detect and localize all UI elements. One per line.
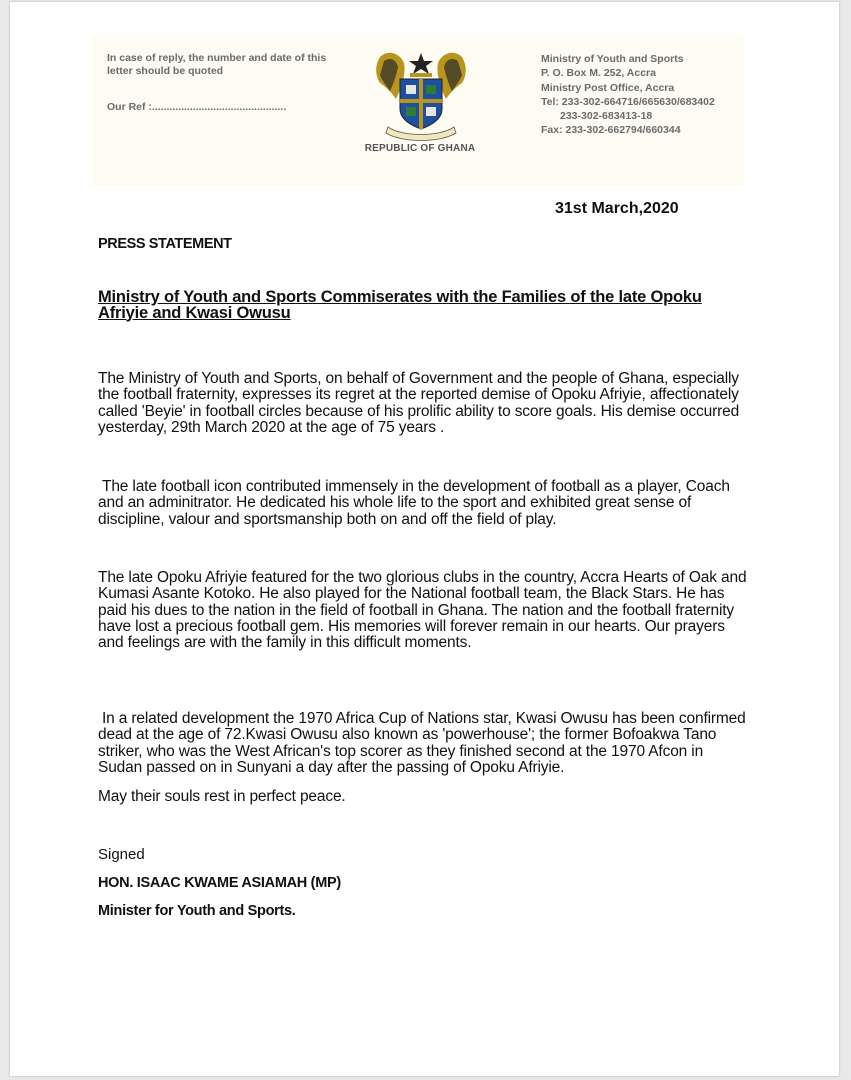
address-line: P. O. Box M. 252, Accra [541, 67, 656, 80]
address-line: Fax: 233-302-662794/660344 [541, 124, 681, 137]
our-ref-line: Our Ref :.............................................. [107, 101, 287, 113]
letter-date: 31st March,2020 [555, 200, 679, 217]
body-paragraph: The late football icon contributed immensely in the development of football as a player, Coach and an adminitrator. He dedicated his whole life to the sport and exhibited great sense of discipline, valour and sportsmanship both on and off the field of play. [98, 478, 730, 528]
address-line: 233-302-683413-18 [560, 110, 653, 123]
body-paragraph: The Ministry of Youth and Sports, on behalf of Government and the people of Ghana, especially the football fraternity, expresses its regret at the reported demise of Opoku Afriyie, affectionately called 'Beyie' in football circles because of his prolific ability to score goals. His demise occurred yesterday, 29th March 2020 at the age of 75 years . [98, 370, 740, 436]
ghana-coat-of-arms-icon [366, 47, 476, 143]
body-paragraph: In a related development the 1970 Africa Cup of Nations star, Kwasi Owusu has been confirmed dead at the age of 72.Kwasi Owusu also known as 'powerhouse'; the former Bofoakwa Tano striker, who was the West African's top scorer as they finished second at the 1970 Afcon in Sudan passed on in Sunyani a day after the passing of Opoku Afriyie. [98, 710, 746, 776]
closing-line: May their souls rest in perfect peace. [98, 788, 346, 805]
ministry-address [541, 52, 761, 138]
statement-headline: Ministry of Youth and Sports Commiserates with the Families of the late Opoku Afriyie and Kwasi Owusu [98, 288, 702, 322]
address-line: Tel: 233-302-664716/665630/683402 [541, 95, 715, 108]
signatory-title: Minister for Youth and Sports. [98, 903, 296, 919]
address-line: Ministry of Youth and Sports [541, 53, 684, 65]
signed-label: Signed [98, 846, 145, 863]
body-paragraph: The late Opoku Afriyie featured for the two glorious clubs in the country, Accra Hearts of Oak and Kumasi Asante Kotoko. He also played for the National football team, the Black Stars. He has paid his dues to the nation in the field of football in Ghana. The nation and the football fraternity have lost a precious football gem. His memories will forever remain in our hearts. Our prayers and feelings are with the family in this difficult moments. [98, 569, 747, 652]
signatory-name: HON. ISAAC KWAME ASIAMAH (MP) [98, 875, 341, 891]
address-line: Ministry Post Office, Accra [541, 81, 675, 94]
crest-caption: REPUBLIC OF GHANA [364, 143, 476, 154]
reply-note: In case of reply, the number and date of this letter should be quoted [107, 52, 327, 77]
document-type: PRESS STATEMENT [98, 236, 232, 252]
